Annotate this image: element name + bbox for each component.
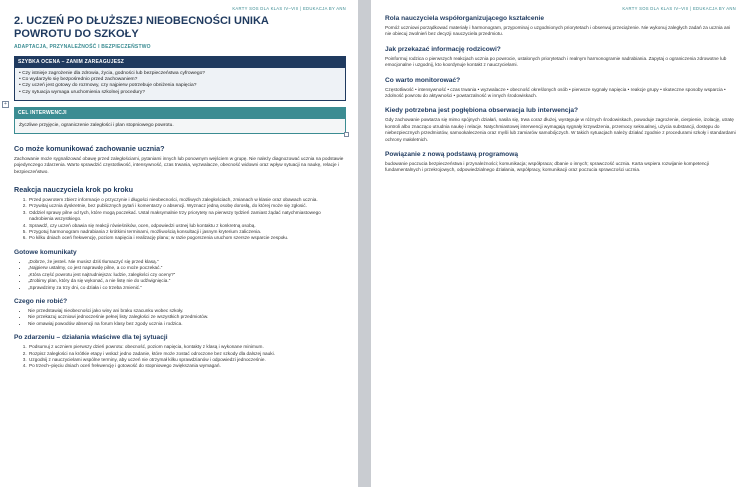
section-heading-phrases: Gotowe komunikaty <box>14 248 77 256</box>
section-heading-steps: Reakcja nauczyciela krok po kroku <box>14 185 134 195</box>
avoid-item: • Nie omawiaj powodów absencji na forum klasy bez zgody ucznia i rodzica. <box>28 321 346 327</box>
phrases-list <box>14 259 346 291</box>
assessment-item: • Co wydarzyło się bezpośrednio przed zachowaniem? <box>19 77 138 83</box>
avoid-item: • Nie przedstawiaj nieobecności jako winy ani braku szacunku wobec szkoły. <box>28 308 346 314</box>
section-heading-link: Powiązanie z nową podstawą programową <box>385 151 518 159</box>
step-item: 2. Przywitaj ucznia dyskretnie, bez publicznych pytań i komentarzy o absencji. Wyznacz jedną osobę dorosłą, do której może się zgłosić. <box>28 203 346 209</box>
running-head: KARTY SOS DLA KLAS IV–VIII | EDUKACJA BY ANN <box>232 6 346 11</box>
after-item: 3. Uzgodnij z nauczycielami wspólne terminy, aby uczeń nie otrzymał kilku sprawdzianów i odpowiedzi jednocześnie. <box>28 357 346 363</box>
assessment-item: • Czy uczeń jest gotowy do rozmowy, czy najpierw potrzebuje obniżenia napięcia? <box>19 83 197 89</box>
goal-heading: CEL INTERWENCJI <box>14 107 346 119</box>
assessment-item: • Czy sytuacja wymaga uruchomienia szkolnej procedury? <box>19 89 145 95</box>
section-heading-avoid: Czego nie robić? <box>14 297 68 305</box>
document-page-left <box>0 0 358 487</box>
quick-assessment-body <box>14 68 346 101</box>
section-heading-coordinator: Rola nauczyciela współorganizującego kształcenie <box>385 15 545 22</box>
phrase-item: • „Dobrze, że jesteś. Nie musisz dziś tłumaczyć się przed klasą.” <box>28 259 346 265</box>
after-list <box>14 344 346 370</box>
step-item: 5. Przygotuj harmonogram nadrabiania z krótkimi terminami, możliwością konsultacji i jasnym kryterium zaliczenia. <box>28 229 346 235</box>
document-page-right <box>371 0 750 487</box>
after-item: 1. Podsumuj z uczniem pierwszy dzień powrotu: obecność, poziom napięcia, kontakty z klasą i wykonane minimum. <box>28 344 346 350</box>
phrase-item: • „Najpierw ustalmy, co jest naprawdę pilne, a co może poczekać.” <box>28 265 346 271</box>
section-text-coordinator: Pomóż uczniowi porządkować materiały i harmonogram, przypominaj o uzgodnionych priorytetach i obserwuj przeciążenie. Nie wykonuj zaległych zadań za ucznia ani nie obiecuj zwolnień bez decyzji nauczyciela przedmiotu. <box>385 25 731 37</box>
step-item: 1. Przed powrotem zbierz informacje o przyczynie i długości nieobecności, możliwych zaległościach, zmianach w klasie oraz obawach ucznia. <box>28 197 346 203</box>
phrase-item: • „Sprawdzimy za trzy dni, co działa i co trzeba zmienić.” <box>28 285 346 291</box>
assessment-item: • Czy istnieje zagrożenie dla zdrowia, życia, godności lub bezpieczeństwa cyfrowego? <box>19 71 206 76</box>
goal-box <box>4 100 346 134</box>
section-heading-monitor: Co warto monitorować? <box>385 76 461 84</box>
section-text-deeper: Gdy zachowanie powtarza się mimo spójnych działań, nasila się, trwa coraz dłużej, występuje w różnych środowiskach, powoduje zagrożenie, cierpienie, izolację, utratę kontroli albo znacząco utrudnia naukę i relacje. Natychmiastowej interwencji wymagają sygnały krzywdzenia, przemocy seksualnej, użycia substancji, dostępu do niebezpiecznych przedmiotów, samookaleczenia oraz myśli lub zamiarów samobójczych. W takich sytuacjach należy działać zgodnie z procedurami szkoły i standardami ochrony małoletnich. <box>385 117 736 142</box>
page-subtitle: ADAPTACJA, PRZYNALEŻNOŚĆ I BEZPIECZEŃSTWO <box>14 44 151 50</box>
section-heading-after: Po zdarzeniu – działania właściwe dla tej sytuacji <box>14 334 168 342</box>
section-text-monitor: Częstotliwość • intensywność • czas trwania • wyzwalacze • obecność określonych osób • pierwsze sygnały napięcia • reakcje grupy • skuteczne sposoby wsparcia • zdolność powrotu do aktywności • powtarzalność w innych środowiskach. <box>385 86 726 99</box>
after-item: 2. Rozpisz zaległości na krótkie etapy i wskaż jedno zadanie, które może zostać odroczone bez szkody dla dalszej nauki. <box>28 351 346 357</box>
steps-list <box>14 197 346 242</box>
after-item: 4. Po trzech–pięciu dniach oceń frekwencję i gotowość do stopniowego zwiększania wymagań. <box>28 363 346 369</box>
phrase-item: • „Zrobimy plan, który da się wykonać, a nie listę nie do udźwignięcia.” <box>28 278 346 284</box>
step-item: 4. Sprawdź, czy uczeń obawia się reakcji rówieśników, ocen, odpowiedzi ustnej lub kontaktu z konkretną osobą. <box>28 223 346 229</box>
phrase-item: • „Która część powrotu jest najtrudniejsza: ludzie, zaległości czy oceny?” <box>28 272 346 278</box>
section-heading-communicates: Co może komunikować zachowanie ucznia? <box>14 143 165 153</box>
section-text-communicates: Zachowanie może sygnalizować obawę przed zaległościami, pytaniami innych lub ponownym wejściem w grupę. Nie należy diagnozować ucznia na podstawie pojedynczego zdarzenia. Warto sprawdzić częstotliwość, intensywność, czas trwania, wyzwalacze, obecność widowni oraz wpływ sytuacji na naukę, relacje i bezpieczeństwo. <box>14 155 344 174</box>
section-heading-deeper: Kiedy potrzebna jest pogłębiona obserwacja lub interwencja? <box>385 107 579 115</box>
avoid-list <box>14 308 346 327</box>
avoid-item: • Nie przekazuj uczniowi jednocześnie pełnej listy zaległości ze wszystkich przedmiotów. <box>28 314 346 320</box>
quick-assessment-box <box>14 56 346 101</box>
step-item: 3. Oddziel sprawy pilne od tych, które mogą poczekać. Ustal maksymalnie trzy priorytety na pierwszy tydzień zamiast żądać natychmiastowego nadrobienia wszystkiego. <box>28 210 346 223</box>
section-heading-parents: Jak przekazać informację rodzicowi? <box>385 45 501 53</box>
page-title: 2. UCZEŃ PO DŁUŻSZEJ NIEOBECNOŚCI UNIKA POWROTU DO SZKOŁY <box>14 15 269 40</box>
table-move-handle-icon[interactable]: + <box>2 101 9 108</box>
section-text-link: budowanie poczucia bezpieczeństwa i przynależności; komunikacja; współpraca; dbanie o innych; sprawczość ucznia. Karta wspiera rozwijanie kompetencji fundamentalnych i przekrojowych, odpowiedzialnego działania, współpracy, komunikacji oraz poczucia sprawczości ucznia. <box>385 161 709 173</box>
quick-assessment-heading: SZYBKA OCENA – ZANIM ZAREAGUJESZ <box>14 56 346 68</box>
goal-text: Życzliwe przyjęcie, ograniczenie zaległości i plan stopniowego powrotu. <box>14 119 346 134</box>
section-text-parents: Poinformuj rodzica o pierwszych reakcjach ucznia po powrocie, ustalonych priorytetach i realnym harmonogramie nadrabiania. Zapytaj o ograniczenia zdrowotne lub emocjonalne i uzgodnij, kto koordynuje kontakt z nauczycielami. <box>385 55 727 68</box>
running-head: KARTY SOS DLA KLAS IV–VIII | EDUKACJA BY ANN <box>622 6 736 11</box>
table-resize-handle-icon[interactable] <box>344 132 349 137</box>
step-item: 6. Po kilku dniach oceń frekwencję, poziom napięcia i realizację planu; w razie pogorszenia uruchom szersze wsparcie zespołu. <box>28 235 346 241</box>
